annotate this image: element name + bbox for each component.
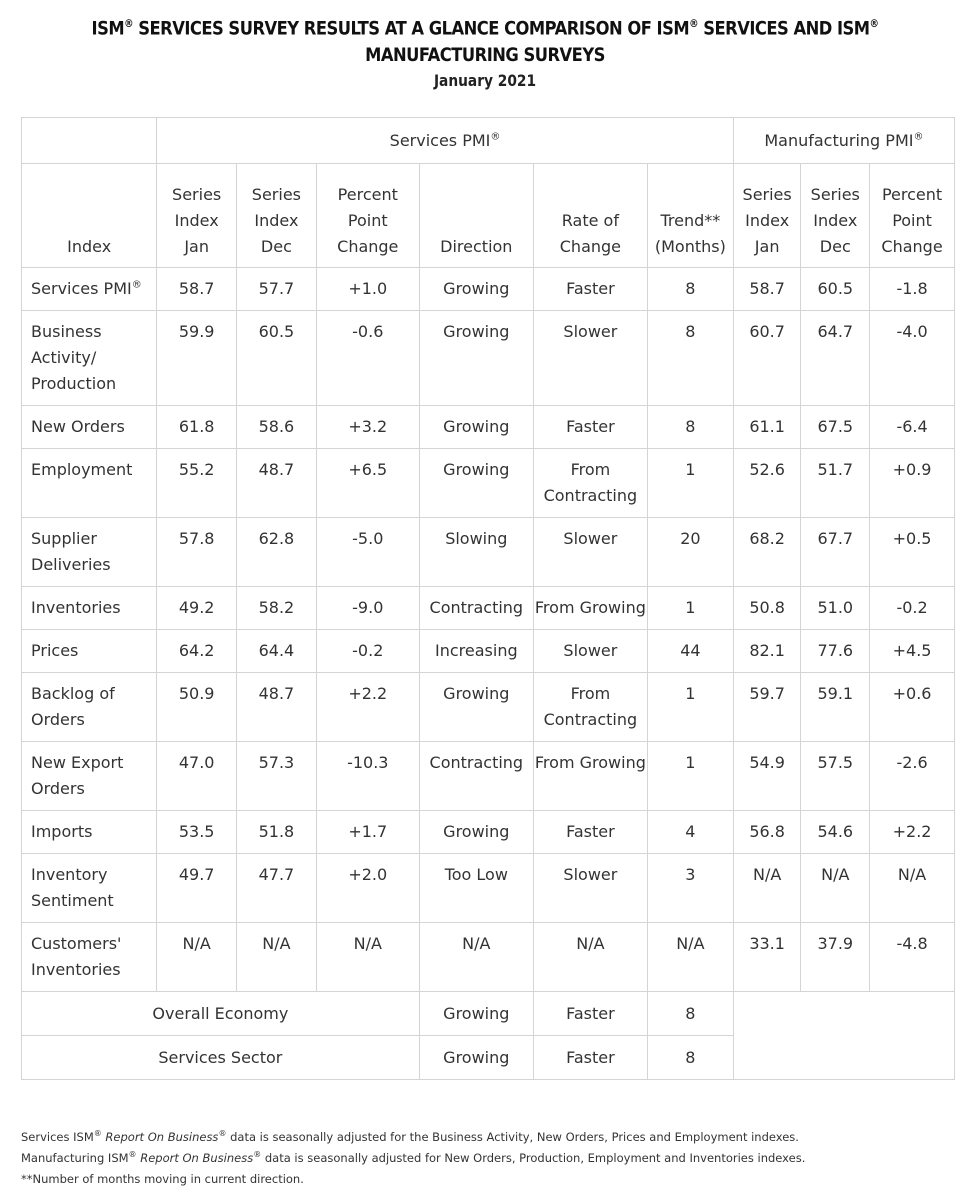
services-dec-value: 48.7 xyxy=(237,449,317,518)
services-pmi-group-header: Services PMI® xyxy=(157,118,734,164)
rate-of-change-value: From Growing xyxy=(533,742,647,811)
direction-value: Growing xyxy=(419,311,533,406)
table-row xyxy=(22,630,955,673)
manufacturing-change-value: +4.5 xyxy=(870,630,955,673)
manufacturing-jan-value: 58.7 xyxy=(733,268,801,311)
manufacturing-change-value: +2.2 xyxy=(870,811,955,854)
row-index-label: New Orders xyxy=(22,406,157,449)
manufacturing-dec-value: 60.5 xyxy=(801,268,870,311)
services-dec-value: 60.5 xyxy=(237,311,317,406)
direction-value: Growing xyxy=(419,811,533,854)
services-jan-value: 55.2 xyxy=(157,449,237,518)
direction-value: N/A xyxy=(419,923,533,992)
row-index-label: Imports xyxy=(22,811,157,854)
row-index-label: Services PMI® xyxy=(22,268,157,311)
footnote-services: Services ISM® Report On Business® data is seasonally adjusted for the Business Activity, New Orders, Prices and Employment indexes. xyxy=(21,1129,799,1144)
summary-label: Services Sector xyxy=(22,1036,420,1080)
direction-value: Growing xyxy=(419,406,533,449)
row-index-label: New Export Orders xyxy=(22,742,157,811)
col-header-services-change: Percent Point Change xyxy=(316,164,419,268)
services-jan-value: 49.2 xyxy=(157,587,237,630)
row-index-label: Backlog of Orders xyxy=(22,673,157,742)
services-dec-value: 62.8 xyxy=(237,518,317,587)
row-index-label: Inventory Sentiment xyxy=(22,854,157,923)
manufacturing-pmi-group-header: Manufacturing PMI® xyxy=(733,118,954,164)
empty-corner xyxy=(22,118,157,164)
manufacturing-dec-value: 57.5 xyxy=(801,742,870,811)
manufacturing-jan-value: 61.1 xyxy=(733,406,801,449)
manufacturing-change-value: -4.8 xyxy=(870,923,955,992)
manufacturing-dec-value: 54.6 xyxy=(801,811,870,854)
trend-value: 3 xyxy=(647,854,733,923)
manufacturing-dec-value: 51.0 xyxy=(801,587,870,630)
services-jan-value: 61.8 xyxy=(157,406,237,449)
trend-value: 44 xyxy=(647,630,733,673)
manufacturing-dec-value: 37.9 xyxy=(801,923,870,992)
services-dec-value: 58.6 xyxy=(237,406,317,449)
row-index-label: Employment xyxy=(22,449,157,518)
direction-value: Contracting xyxy=(419,742,533,811)
direction-value: Growing xyxy=(419,673,533,742)
row-index-label: Business Activity/ Production xyxy=(22,311,157,406)
services-jan-value: N/A xyxy=(157,923,237,992)
manufacturing-change-value: N/A xyxy=(870,854,955,923)
manufacturing-jan-value: 50.8 xyxy=(733,587,801,630)
services-change-value: -9.0 xyxy=(316,587,419,630)
manufacturing-change-value: -4.0 xyxy=(870,311,955,406)
row-index-label: Customers' Inventories xyxy=(22,923,157,992)
manufacturing-dec-value: N/A xyxy=(801,854,870,923)
col-header-services-dec: Series Index Dec xyxy=(237,164,317,268)
summary-direction: Growing xyxy=(419,992,533,1036)
services-dec-value: 47.7 xyxy=(237,854,317,923)
registered-mark: ® xyxy=(869,17,879,30)
services-dec-value: 57.7 xyxy=(237,268,317,311)
manufacturing-dec-value: 51.7 xyxy=(801,449,870,518)
summary-blank-cell xyxy=(733,992,954,1080)
direction-value: Growing xyxy=(419,268,533,311)
trend-value: 8 xyxy=(647,268,733,311)
services-change-value: +2.2 xyxy=(316,673,419,742)
services-change-value: -10.3 xyxy=(316,742,419,811)
manufacturing-change-value: -6.4 xyxy=(870,406,955,449)
services-change-value: -0.6 xyxy=(316,311,419,406)
rate-of-change-value: Slower xyxy=(533,854,647,923)
services-dec-value: 64.4 xyxy=(237,630,317,673)
direction-value: Contracting xyxy=(419,587,533,630)
trend-value: 8 xyxy=(647,311,733,406)
manufacturing-jan-value: 52.6 xyxy=(733,449,801,518)
table-row xyxy=(22,587,955,630)
services-change-value: +1.7 xyxy=(316,811,419,854)
manufacturing-change-value: -2.6 xyxy=(870,742,955,811)
summary-rate: Faster xyxy=(533,992,647,1036)
row-index-label: Prices xyxy=(22,630,157,673)
services-change-value: +3.2 xyxy=(316,406,419,449)
footnote-trend: **Number of months moving in current direction. xyxy=(21,1172,304,1186)
manufacturing-jan-value: 68.2 xyxy=(733,518,801,587)
rate-of-change-value: Slower xyxy=(533,630,647,673)
direction-value: Slowing xyxy=(419,518,533,587)
trend-value: N/A xyxy=(647,923,733,992)
rate-of-change-value: Slower xyxy=(533,311,647,406)
manufacturing-jan-value: 54.9 xyxy=(733,742,801,811)
footnote-manufacturing: Manufacturing ISM® Report On Business® data is seasonally adjusted for New Orders, Production, Employment and Inventories indexes. xyxy=(21,1150,806,1165)
row-index-label: Supplier Deliveries xyxy=(22,518,157,587)
services-jan-value: 49.7 xyxy=(157,854,237,923)
table-body xyxy=(22,268,955,992)
manufacturing-change-value: +0.5 xyxy=(870,518,955,587)
services-dec-value: 57.3 xyxy=(237,742,317,811)
report-title xyxy=(68,10,902,69)
rate-of-change-value: Slower xyxy=(533,518,647,587)
services-jan-value: 53.5 xyxy=(157,811,237,854)
column-header-row xyxy=(22,164,955,268)
services-dec-value: N/A xyxy=(237,923,317,992)
col-header-manufacturing-change: Percent Point Change xyxy=(870,164,955,268)
rate-of-change-value: From Growing xyxy=(533,587,647,630)
manufacturing-change-value: -0.2 xyxy=(870,587,955,630)
table-row xyxy=(22,311,955,406)
services-dec-value: 48.7 xyxy=(237,673,317,742)
col-header-direction: Direction xyxy=(419,164,533,268)
summary-trend: 8 xyxy=(647,1036,733,1080)
manufacturing-dec-value: 64.7 xyxy=(801,311,870,406)
manufacturing-dec-value: 67.7 xyxy=(801,518,870,587)
table-row xyxy=(22,449,955,518)
table-row xyxy=(22,742,955,811)
services-dec-value: 58.2 xyxy=(237,587,317,630)
table-row xyxy=(22,268,955,311)
table-row xyxy=(22,854,955,923)
trend-value: 1 xyxy=(647,449,733,518)
services-change-value: -0.2 xyxy=(316,630,419,673)
manufacturing-dec-value: 67.5 xyxy=(801,406,870,449)
table-row xyxy=(22,518,955,587)
table-row xyxy=(22,406,955,449)
manufacturing-change-value: +0.9 xyxy=(870,449,955,518)
table-row xyxy=(22,923,955,992)
registered-mark: ® xyxy=(689,17,699,30)
summary-trend: 8 xyxy=(647,992,733,1036)
manufacturing-dec-value: 59.1 xyxy=(801,673,870,742)
manufacturing-jan-value: 56.8 xyxy=(733,811,801,854)
services-change-value: -5.0 xyxy=(316,518,419,587)
rate-of-change-value: From Contracting xyxy=(533,449,647,518)
summary-rate: Faster xyxy=(533,1036,647,1080)
footnotes xyxy=(21,1127,951,1190)
manufacturing-jan-value: 59.7 xyxy=(733,673,801,742)
services-jan-value: 47.0 xyxy=(157,742,237,811)
title-line-2: MANUFACTURING SURVEYS xyxy=(365,44,605,67)
summary-body xyxy=(22,992,955,1080)
manufacturing-jan-value: 33.1 xyxy=(733,923,801,992)
comparison-table xyxy=(21,117,955,1080)
col-header-services-jan: Series Index Jan xyxy=(157,164,237,268)
manufacturing-change-value: -1.8 xyxy=(870,268,955,311)
col-header-manufacturing-dec: Series Index Dec xyxy=(801,164,870,268)
services-change-value: N/A xyxy=(316,923,419,992)
trend-value: 1 xyxy=(647,673,733,742)
direction-value: Increasing xyxy=(419,630,533,673)
services-change-value: +2.0 xyxy=(316,854,419,923)
manufacturing-dec-value: 77.6 xyxy=(801,630,870,673)
group-header-row xyxy=(22,118,955,164)
col-header-trend: Trend** (Months) xyxy=(647,164,733,268)
rate-of-change-value: Faster xyxy=(533,811,647,854)
trend-value: 8 xyxy=(647,406,733,449)
trend-value: 20 xyxy=(647,518,733,587)
summary-row xyxy=(22,992,955,1036)
manufacturing-jan-value: 82.1 xyxy=(733,630,801,673)
services-jan-value: 57.8 xyxy=(157,518,237,587)
rate-of-change-value: Faster xyxy=(533,268,647,311)
services-jan-value: 64.2 xyxy=(157,630,237,673)
summary-label: Overall Economy xyxy=(22,992,420,1036)
summary-direction: Growing xyxy=(419,1036,533,1080)
direction-value: Too Low xyxy=(419,854,533,923)
manufacturing-change-value: +0.6 xyxy=(870,673,955,742)
services-jan-value: 50.9 xyxy=(157,673,237,742)
trend-value: 4 xyxy=(647,811,733,854)
col-header-rate-of-change: Rate of Change xyxy=(533,164,647,268)
rate-of-change-value: N/A xyxy=(533,923,647,992)
services-jan-value: 58.7 xyxy=(157,268,237,311)
report-date: January 2021 xyxy=(433,71,537,90)
col-header-index: Index xyxy=(22,164,157,268)
services-change-value: +6.5 xyxy=(316,449,419,518)
table-row xyxy=(22,811,955,854)
manufacturing-jan-value: 60.7 xyxy=(733,311,801,406)
direction-value: Growing xyxy=(419,449,533,518)
rate-of-change-value: Faster xyxy=(533,406,647,449)
title-line-1: ISM® SERVICES SURVEY RESULTS AT A GLANCE COMPARISON OF ISM® SERVICES AND ISM® xyxy=(91,17,879,40)
rate-of-change-value: From Contracting xyxy=(533,673,647,742)
table-row xyxy=(22,673,955,742)
row-index-label: Inventories xyxy=(22,587,157,630)
trend-value: 1 xyxy=(647,742,733,811)
services-change-value: +1.0 xyxy=(316,268,419,311)
services-jan-value: 59.9 xyxy=(157,311,237,406)
col-header-manufacturing-jan: Series Index Jan xyxy=(733,164,801,268)
services-dec-value: 51.8 xyxy=(237,811,317,854)
manufacturing-jan-value: N/A xyxy=(733,854,801,923)
registered-mark: ® xyxy=(124,17,134,30)
trend-value: 1 xyxy=(647,587,733,630)
